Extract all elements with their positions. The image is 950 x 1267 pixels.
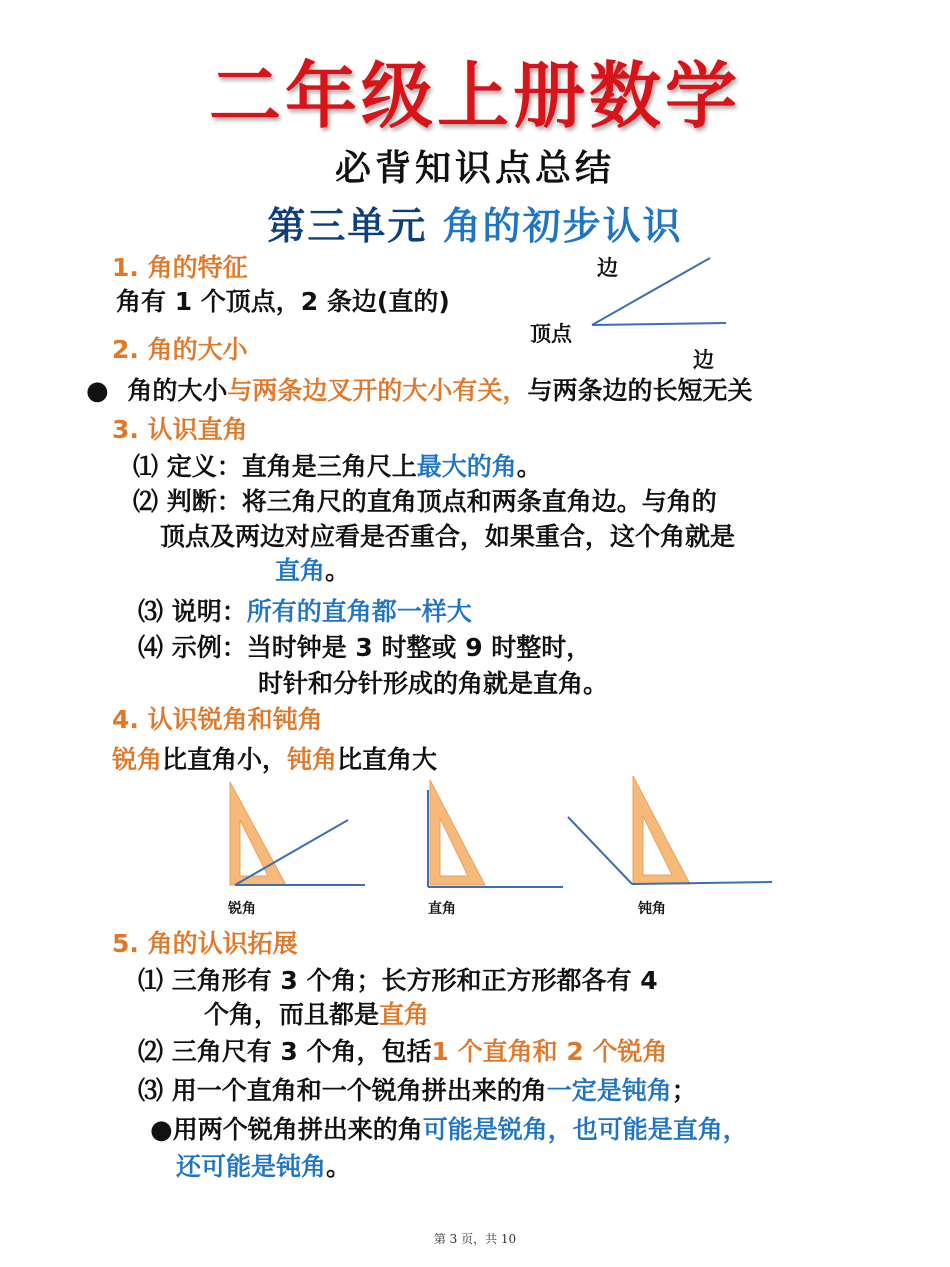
- sec3-example-line1: ⑷ 示例：当时钟是 3 时整或 9 时整时，: [138, 633, 592, 662]
- sec5-p3: ⑶ 用一个直角和一个锐角拼出来的角一定是钝角；: [138, 1076, 697, 1105]
- sec3-judge-line2: 顶点及两边对应看是否重合，如果重合，这个角就是: [160, 522, 736, 551]
- sec5-p1-line2: 个角，而且都是直角: [204, 1000, 430, 1029]
- right-angle-figure: [428, 780, 563, 887]
- sec5-p2: ⑵ 三角尺有 3 个角，包括1 个直角和 2 个锐角: [138, 1037, 668, 1066]
- triangle-ruler-icon: [230, 782, 286, 885]
- sec3-definition: ⑴ 定义：直角是三角尺上最大的角。: [133, 452, 542, 481]
- obtuse-ray-line: [568, 817, 632, 884]
- sec2-line: ● 角的大小与两条边叉开的大小有关，与两条边的长短无关: [86, 376, 753, 406]
- page-footer: 第 3 页，共 10: [433, 1232, 517, 1246]
- sec4-heading: 4. 认识锐角和钝角: [112, 705, 323, 734]
- sec5-heading: 5. 角的认识拓展: [112, 929, 298, 958]
- obtuse-angle-figure: [568, 776, 772, 884]
- sec1-heading: 1. 角的特征: [112, 253, 248, 282]
- angle-bottom-edge-line: [592, 323, 726, 325]
- acute-angle-figure: [230, 782, 365, 885]
- diagram-label-vertex: 顶点: [530, 322, 572, 346]
- diagram-label-bottom-edge: 边: [693, 348, 714, 372]
- unit-name: 角的初步认识: [442, 204, 683, 248]
- angle-comparison-diagram: [220, 772, 790, 892]
- bullet-icon: ●: [150, 1115, 173, 1145]
- sec5-p1-line1: ⑴ 三角形有 3 个角；长方形和正方形都各有 4: [138, 966, 658, 995]
- sec3-judge-line3: 直角。: [275, 556, 351, 585]
- sec3-explain: ⑶ 说明：所有的直角都一样大: [138, 597, 472, 626]
- sec3-heading: 3. 认识直角: [112, 415, 248, 444]
- sec2-heading: 2. 角的大小: [112, 335, 248, 364]
- triangle-ruler-icon: [633, 776, 690, 884]
- label-right: 直角: [428, 901, 456, 917]
- bullet-icon: ●: [86, 376, 109, 406]
- sec1-line: 角有 1 个顶点，2 条边(直的): [116, 287, 450, 316]
- label-obtuse: 钝角: [638, 901, 666, 917]
- page-title: 二年级上册数学: [208, 54, 741, 138]
- sec5-p4-line2: 还可能是钝角。: [176, 1152, 352, 1181]
- triangle-ruler-icon: [430, 780, 485, 885]
- page-subtitle: 必背知识点总结: [334, 148, 615, 189]
- unit-number: 第三单元: [267, 204, 428, 248]
- label-acute: 锐角: [228, 901, 256, 917]
- sec4-line: 锐角比直角小，钝角比直角大: [112, 745, 438, 774]
- sec3-example-line2: 时针和分针形成的角就是直角。: [258, 669, 609, 698]
- unit-title: [0, 195, 950, 250]
- sec5-p4-line1: ●用两个锐角拼出来的角可能是锐角，也可能是直角，: [150, 1115, 748, 1145]
- sec3-judge-line1: ⑵ 判断：将三角尺的直角顶点和两条直角边。与角的: [133, 487, 717, 516]
- diagram-label-top-edge: 边: [597, 256, 618, 280]
